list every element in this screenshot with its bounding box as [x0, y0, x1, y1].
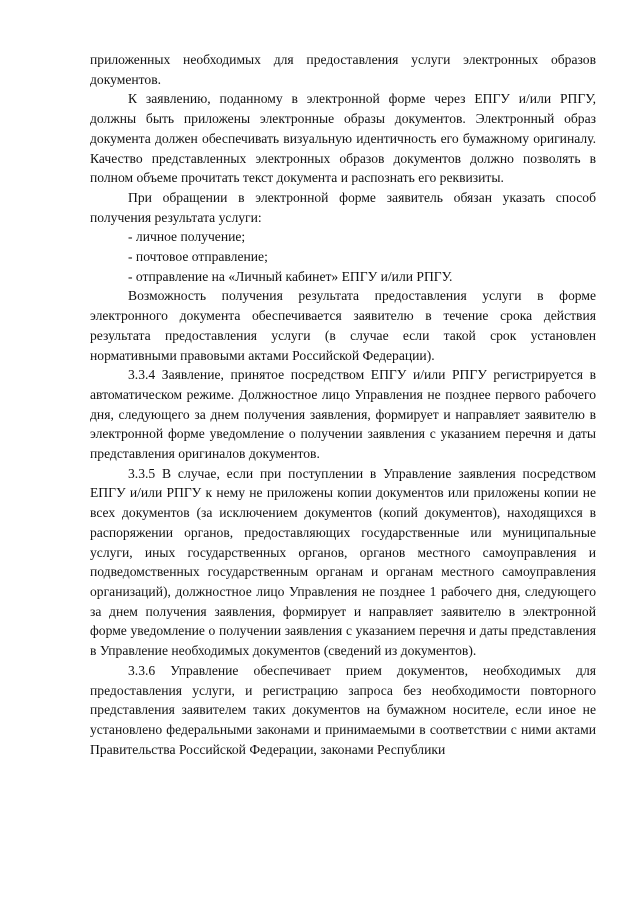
paragraph-continuation: приложенных необходимых для предоставления услуги электронных образов документов.	[90, 52, 596, 87]
paragraph-result-method: При обращении в электронной форме заявитель обязан указать способ получения результата услуги:	[90, 189, 596, 225]
document-page	[90, 50, 596, 759]
paragraph-electronic-result: Возможность получения результата предоставления услуги в форме электронного документа обеспечивается заявителю в течение срока действия результата предоставления услуги (в случае если такой срок установлен нормативными правовыми актами Российской Федерации).	[90, 288, 596, 363]
paragraph-3-3-6: 3.3.6 Управление обеспечивает прием документов, необходимых для предоставления услуги, и регистрацию запроса без необходимости повторного представления заявителем таких документов на бумажном носителе, если иное не установлено федеральными законами и принимаемыми в соответствии с ними актами Правительства Российской Федерации, законами Республики	[90, 662, 596, 757]
paragraph-electronic-images: К заявлению, поданному в электронной форме через ЕПГУ и/или РПГУ, должны быть приложены электронные образы документов. Электронный образ документа должен обеспечивать визуальную идентичность его бумажному оригиналу. Качество представленных электронных образов документов должно позволять в полном объеме прочитать текст документа и распознать его реквизиты.	[90, 91, 596, 186]
list-item-cabinet: - отправление на «Личный кабинет» ЕПГУ и/или РПГУ.	[128, 268, 453, 284]
list-item-personal: - личное получение;	[128, 229, 246, 245]
paragraph-3-3-4: 3.3.4 Заявление, принятое посредством ЕПГУ и/или РПГУ регистрируется в автоматическом режиме. Должностное лицо Управления не позднее первого рабочего дня, следующего за днем получения заявления, формирует и направляет заявителю в электронной форме уведомление о получении заявления с указанием перечня и даты представления оригиналов документов.	[90, 367, 596, 462]
list-item-postal: - почтовое отправление;	[128, 249, 268, 265]
paragraph-3-3-5: 3.3.5 В случае, если при поступлении в Управление заявления посредством ЕПГУ и/или РПГУ к нему не приложены копии документов или приложены копии не всех документов (за исключением документов (копий документов), находящихся в распоряжении органов, предоставляющих государственные или муниципальные услуги, иных государственных органов, органов местного самоуправления и подведомственных государственным органам и органам местного самоуправления организаций), должностное лицо Управления не позднее 1 рабочего дня, следующего за днем получения заявления, формирует и направляет заявителю в электронной форме уведомление о получении заявления с указанием перечня и даты представления в Управление необходимых документов (сведений из документов).	[90, 465, 596, 659]
